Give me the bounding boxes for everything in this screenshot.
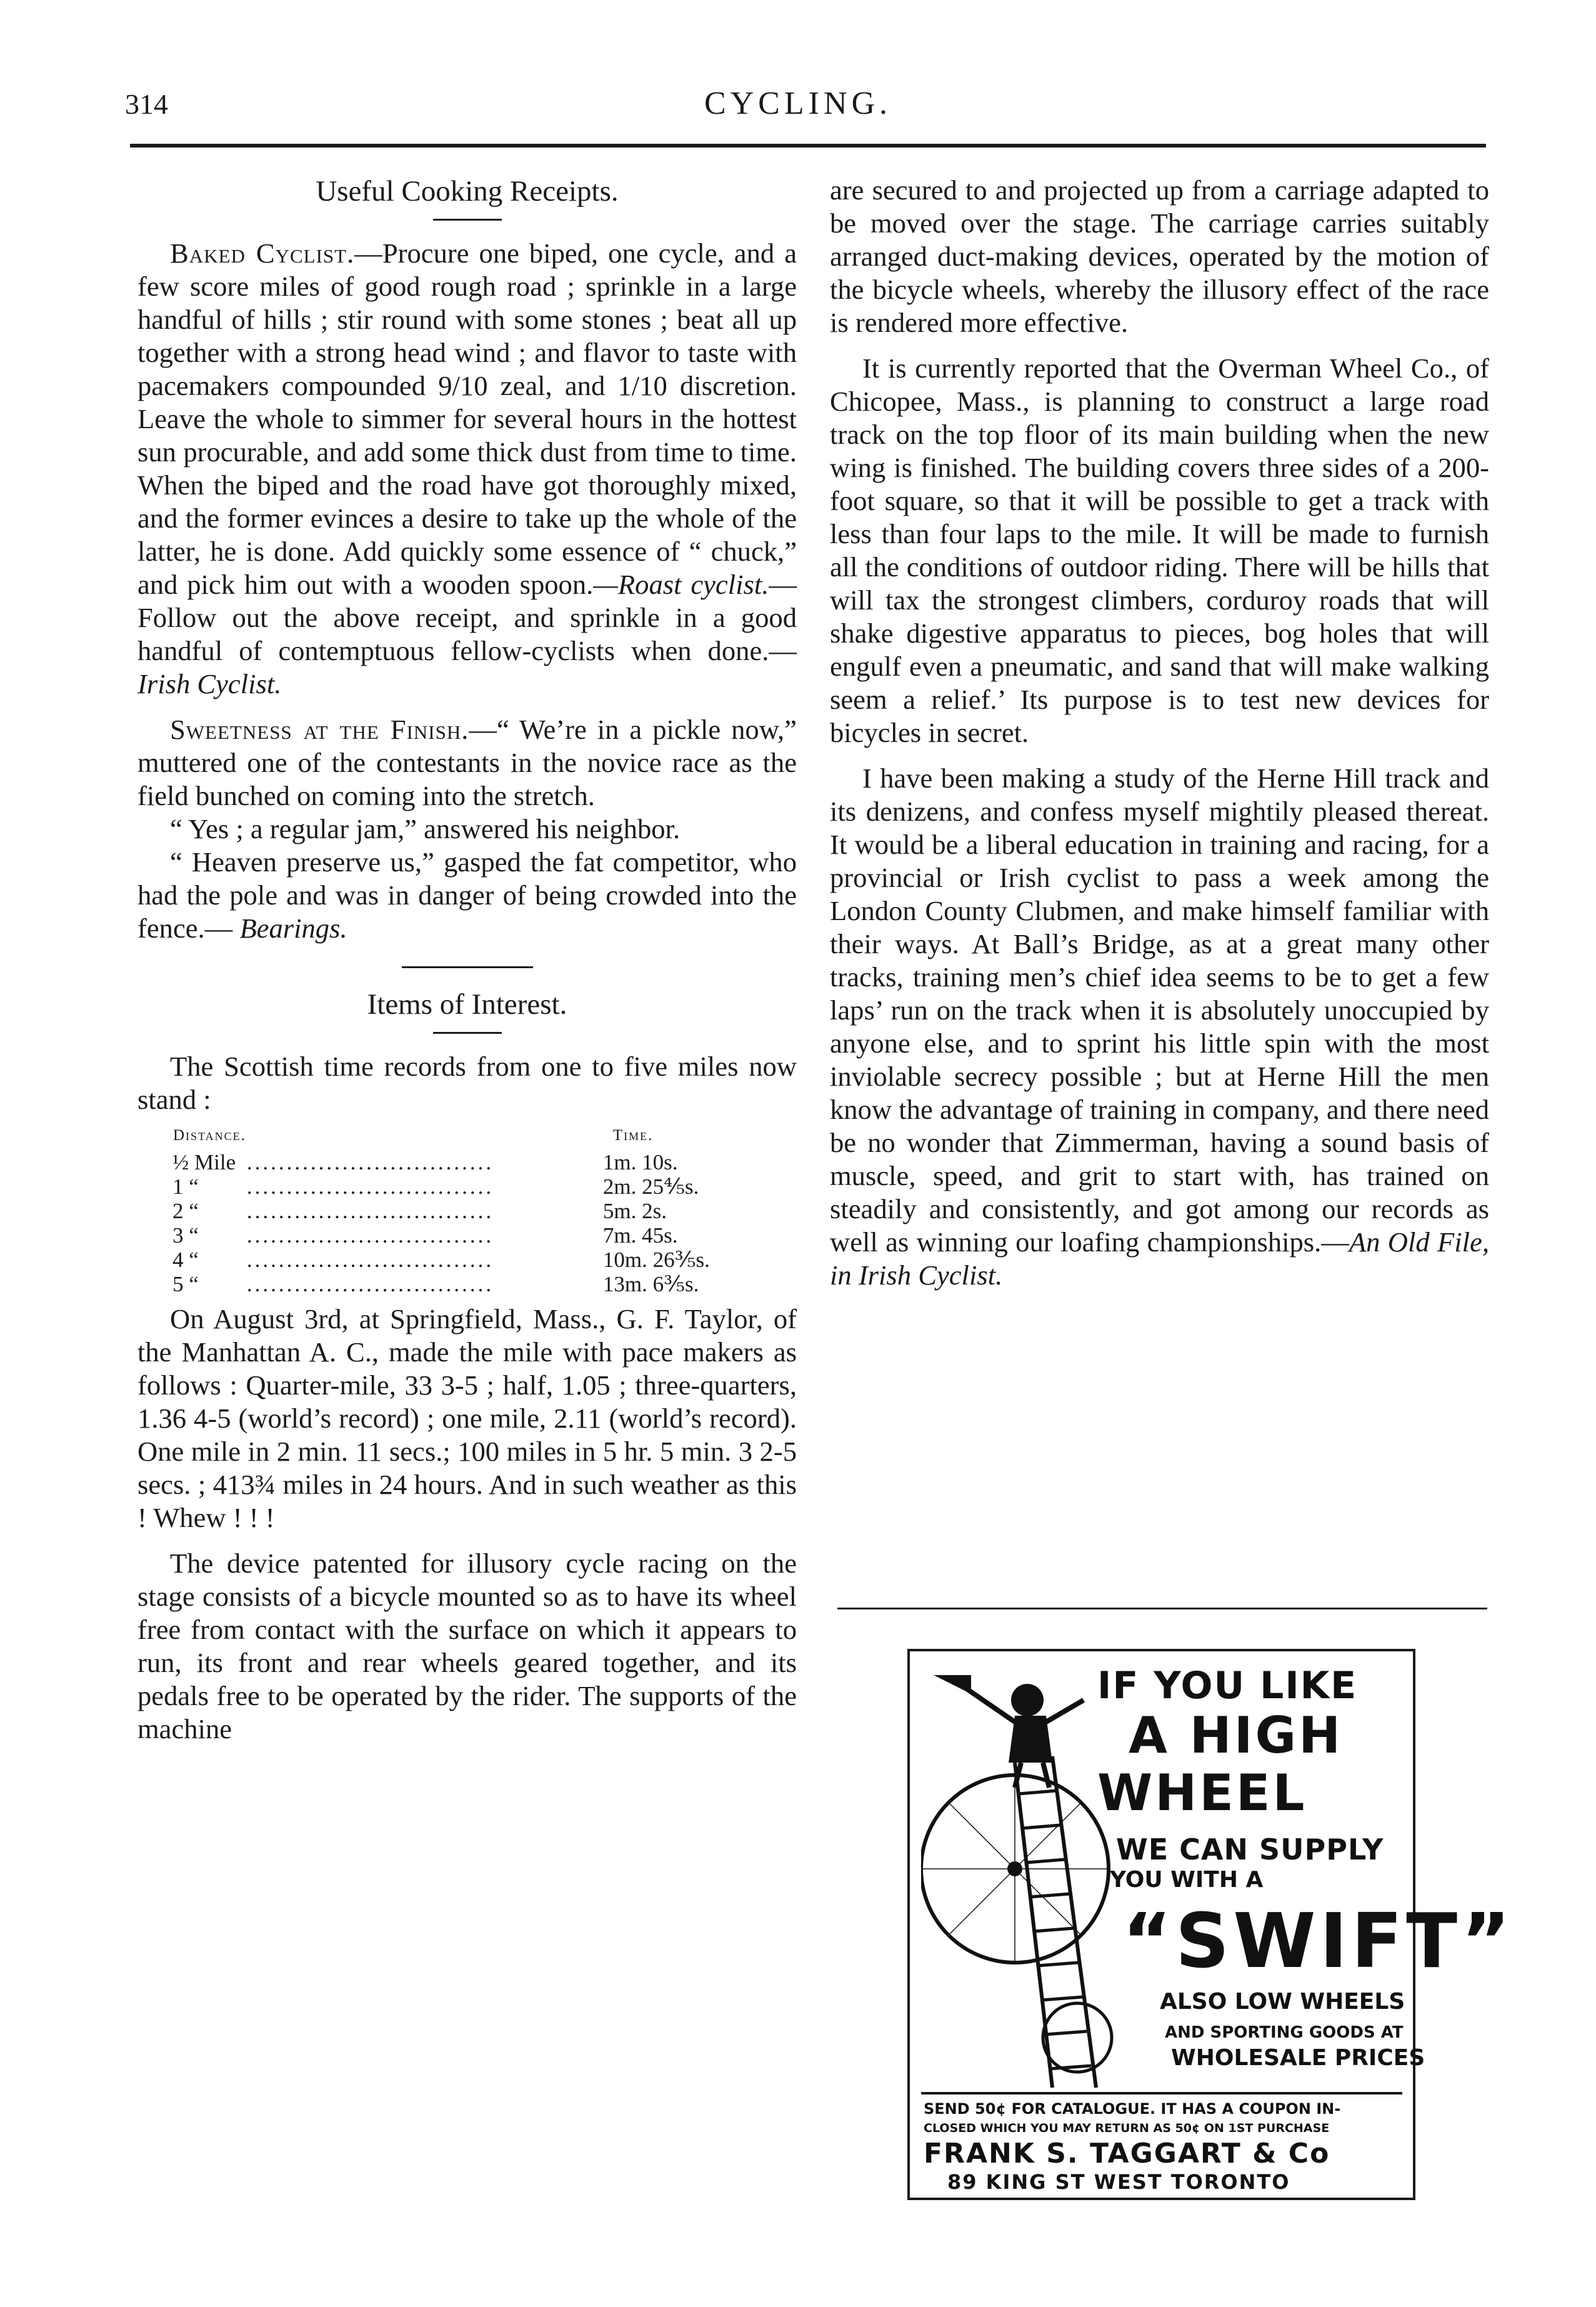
lead-baked-cyclist: Baked Cyclist. [170, 238, 355, 269]
distance-cell: ½ Mile [172, 1150, 236, 1174]
text-sweetness: —“ We’re in a pickle now,” muttered one of the contestants in the novice race as the field bunched on coming into the stretch. [137, 714, 797, 811]
leader-dots: ............................... [246, 1248, 494, 1272]
paragraph-overman-wheel: It is currently reported that the Overman Wheel Co., of Chicopee, Mass., is planning to construct a large road track on the top floor of its main building when the new wing is finished. The building covers three sides of a 200-foot square, so that it will be possible to get a track with less than four laps to the mile. It will be made to furnish all the conditions of outdoor riding. There will be hills that will tax the strongest climbers, corduroy roads that will shake digestive apparatus to pieces, bog holes that will engulf even a pneumatic, and sand that will make walking seem a relief.’ Its purpose is to test new devices for bicycles in secret. [830, 353, 1489, 748]
distance-cell: 2 “ [172, 1199, 199, 1223]
distance-cell: 4 “ [172, 1248, 199, 1272]
left-column [137, 174, 797, 1746]
leader-dots: ............................... [246, 1150, 494, 1174]
paragraph-baked-cyclist [137, 237, 797, 701]
col-time: Time. [612, 1127, 654, 1144]
paragraph-taylor-record: On August 3rd, at Springfield, Mass., G. F. Taylor, of the Manhattan A. C., made the mile with pace makers as follows : Quarter-mile, 33 3-5 ; half, 1.05 ; three-quarters, 1.36 4-5 (world’s record) ; one mile, 2.11 (world’s record). One mile in 2 min. 11 secs.; 100 miles in 5 hr. 5 min. 3 2-5 secs. ; 413¾ miles in 24 hours. And in such weather as this ! Whew ! ! ! [137, 1303, 797, 1533]
ad-you-with-line: YOU WITH A [1110, 1867, 1264, 1893]
ad-supply-line: WE CAN SUPPLY [1116, 1833, 1384, 1866]
short-rule [433, 219, 502, 221]
text-herne-hill: I have been making a study of the Herne Hill track and its denizens, and confess myself mightily pleased thereat. It would be a liberal education in training and racing, for a provincial or Irish cyclist to pass a week among the London County Clubmen, and make himself familiar with their ways. At Ball’s Bridge, as at a great many other tracks, training men’s chief idea seems to be to get a few laps’ run on the track when it is absolutely unoccupied by anyone else, and to sprint his little spin with the most inviolable secrecy possible ; but at Herne Hill the men know the advantage of training in company, and there need be no wonder that Zimmerman, having a sound basis of muscle, speed, and grit to start with, has trained on steadily and consistently, and got among our records as well as winning our loafing championships.— [830, 763, 1489, 1258]
column-end-rule [837, 1608, 1487, 1609]
records-header-row [172, 1123, 772, 1150]
ad-headline-line3: WHEEL [1097, 1764, 1307, 1822]
ad-coupon-line: CLOSED WHICH YOU MAY RETURN AS 50¢ ON 1ST PURCHASE [924, 2121, 1330, 2135]
ad-low-wheels-line: ALSO LOW WHEELS [1160, 1989, 1405, 2014]
ad-catalogue-line: SEND 50¢ FOR CATALOGUE. IT HAS A COUPON IN- [924, 2100, 1341, 2118]
source-old-file: An Old File, in Irish Cyclist. [830, 1226, 1489, 1291]
time-cell: 5m. 2s. [602, 1199, 667, 1223]
ad-company-name: FRANK S. TAGGART & Co [924, 2138, 1330, 2169]
leader-dots: ............................... [246, 1174, 494, 1199]
paragraph-illusory-device: The device patented for illusory cycle racing on the stage consists of a bicycle mounted so as to have its wheel free from contact with the surface on which it appears to run, its front and rear wheels geared together, and its pedals free to be operated by the rider. The supports of the machine [137, 1548, 797, 1744]
ad-swift-brand: “SWIFT” [1122, 1898, 1514, 1985]
high-wheel-bicycle-illustration [921, 1663, 1127, 2094]
time-cell: 2m. 25⅘s. [602, 1174, 699, 1199]
table-row [172, 1248, 772, 1272]
records-table [172, 1123, 772, 1296]
text-heaven: “ Heaven preserve us,” gasped the fat competitor, who had the pole and was in danger of being crowded into the fence.— [137, 846, 797, 944]
running-title: CYCLING. [704, 86, 892, 121]
table-row [172, 1272, 772, 1296]
source-bearings: Bearings. [239, 913, 347, 944]
source-irish-cyclist: Irish Cyclist. [137, 668, 282, 699]
paragraph-heaven-preserve [137, 846, 797, 945]
ad-headline-line1: IF YOU LIKE [1097, 1664, 1358, 1708]
ad-footer-rule [921, 2092, 1402, 2094]
col-dots [247, 1123, 597, 1150]
time-cell: 13m. 6⅗s. [602, 1272, 699, 1296]
heading-items-of-interest: Items of Interest. [367, 988, 567, 1021]
advertisement-swift [907, 1649, 1514, 2200]
leader-dots: ............................... [246, 1223, 494, 1248]
paragraph-herne-hill [830, 762, 1489, 1292]
leader-dots: ............................... [246, 1199, 494, 1223]
table-row [172, 1150, 772, 1174]
text-roast-cyclist: —Follow out the above receipt, and sprinkle in a good handful of contemptuous fellow-cyclists when done.— [137, 569, 797, 666]
lead-roast-cyclist: —Roast cyclist. [593, 569, 769, 600]
section-rule [402, 966, 533, 968]
ad-headline-line2: A HIGH [1129, 1706, 1344, 1764]
page-number: 314 [125, 88, 168, 120]
text-baked-cyclist: —Procure one biped, one cycle, and a few score miles of good rough road ; sprinkle in a large handful of hills ; stir round with some stones ; beat all up together with a strong head wind ; and flavor to taste with pacemakers compounded 9/10 zeal, and 1/10 discretion. Leave the whole to simmer for several hours in the hottest sun procurable, and add some thick dust from time to time. When the biped and the road have got thoroughly mixed, and the former evinces a desire to take up the whole of the latter, he is done. Add quickly some essence of “ chuck,” and pick him out with a wooden spoon. [137, 238, 797, 600]
header-rule [130, 144, 1486, 148]
distance-cell: 5 “ [172, 1272, 199, 1296]
ad-address: 89 KING ST WEST TORONTO [947, 2170, 1290, 2194]
distance-cell: 3 “ [172, 1223, 199, 1248]
paragraph-yes-jam: “ Yes ; a regular jam,” answered his neighbor. [170, 813, 681, 844]
time-cell: 1m. 10s. [602, 1150, 678, 1174]
distance-cell: 1 “ [172, 1174, 199, 1199]
right-column [830, 174, 1489, 1292]
ad-sporting-goods-line: AND SPORTING GOODS AT [1165, 2023, 1404, 2042]
leader-dots: ............................... [246, 1272, 494, 1296]
table-row [172, 1223, 772, 1248]
lead-sweetness: Sweetness at the Finish. [170, 714, 469, 745]
short-rule [433, 1032, 502, 1034]
table-row [172, 1174, 772, 1199]
paragraph-scottish-records: The Scottish time records from one to five miles now stand : [137, 1051, 797, 1115]
time-cell: 10m. 26⅗s. [602, 1248, 710, 1272]
time-cell: 7m. 45s. [602, 1223, 678, 1248]
paragraph-sweetness [137, 713, 797, 813]
paragraph-device-continued: are secured to and projected up from a carriage adapted to be moved over the stage. The carriage carries suitably arranged duct-making devices, operated by the motion of the bicycle wheels, whereby the illusory effect of the race is rendered more effective. [830, 174, 1489, 338]
col-distance: Distance. [173, 1127, 246, 1144]
heading-useful-cooking-receipts: Useful Cooking Receipts. [316, 175, 619, 208]
table-row [172, 1199, 772, 1223]
ad-wholesale-line: WHOLESALE PRICES [1171, 2045, 1425, 2071]
